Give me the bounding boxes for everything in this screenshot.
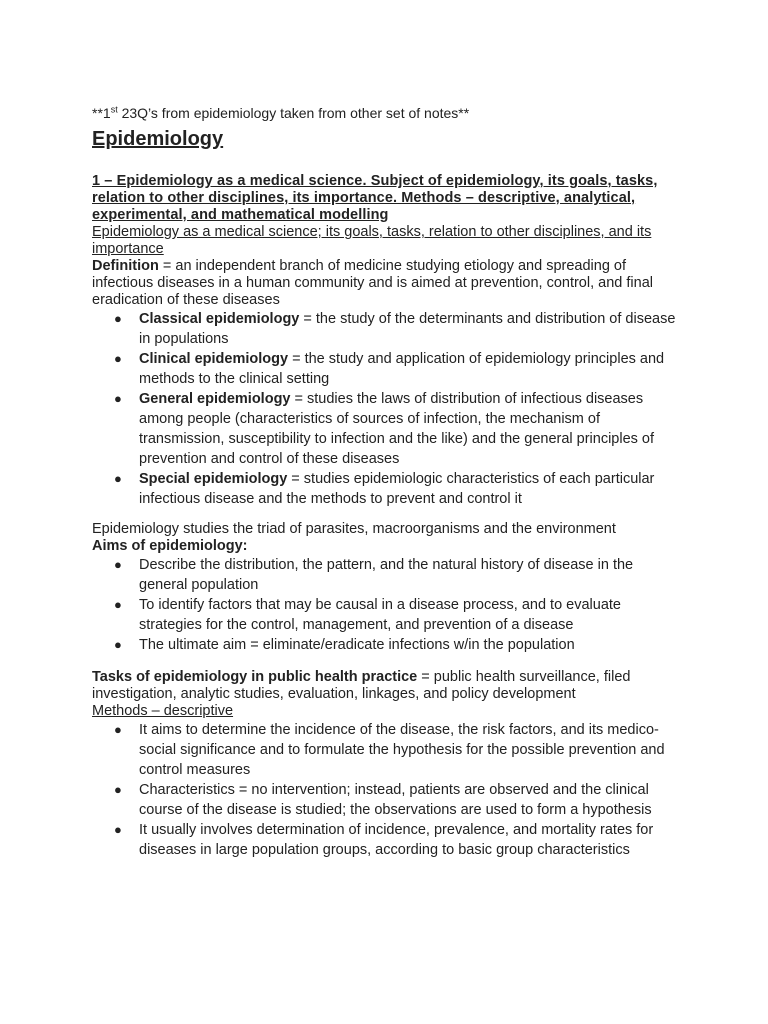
list-item: [92, 720, 678, 780]
bullet-icon: ●: [114, 822, 122, 837]
bullet-icon: ●: [114, 597, 122, 612]
type-text: = studies epidemiologic characteristics of each particular infectious disease and the methods to prevent and control it: [139, 471, 655, 507]
methods-heading: Methods – descriptive: [92, 703, 234, 719]
method-text: Characteristics = no intervention; instead, patients are observed and the clinical course of the disease is studied; the observations are used to form a hypothesis: [139, 782, 652, 818]
list-item: [92, 389, 678, 469]
aims-heading: [92, 538, 678, 555]
list-item: [92, 635, 678, 655]
tasks-text: = public health surveillance, filed investigation, analytic studies, evaluation, linkages, and policy development: [92, 669, 631, 702]
aim-text: The ultimate aim = eliminate/eradicate infections w/in the population: [139, 637, 575, 653]
bullet-icon: ●: [114, 471, 122, 486]
tasks-paragraph: [92, 669, 678, 703]
list-item: [92, 780, 678, 820]
bullet-icon: ●: [114, 722, 122, 737]
type-text: = studies the laws of distribution of infectious diseases among people (characteristics of sources of infection, the mechanism of transmission, susceptibility to infection and the like) and the general principles of prevention and control of these diseases: [139, 391, 655, 467]
list-item: [92, 595, 678, 635]
header-note-suffix: 23Q’s from epidemiology taken from other set of notes**: [117, 105, 470, 121]
definition-paragraph: [92, 258, 678, 309]
bullet-icon: ●: [114, 637, 122, 652]
aim-text: Describe the distribution, the pattern, and the natural history of disease in the general population: [139, 557, 634, 593]
type-term: General epidemiology: [139, 391, 291, 407]
type-text: = the study and application of epidemiology principles and methods to the clinical setting: [139, 351, 665, 387]
definition-term: Definition: [92, 258, 159, 274]
tasks-term: Tasks of epidemiology in public health practice: [92, 669, 418, 685]
list-item: [92, 349, 678, 389]
type-term: Clinical epidemiology: [139, 351, 289, 367]
type-term: Special epidemiology: [139, 471, 288, 487]
list-item: [92, 820, 678, 860]
document-content: [92, 104, 678, 860]
page-title: Epidemiology: [92, 128, 224, 150]
header-note: [92, 104, 678, 123]
method-text: It usually involves determination of incidence, prevalence, and mortality rates for diseases in large population groups, according to basic group characteristics: [139, 822, 654, 858]
bullet-icon: ●: [114, 311, 122, 326]
epidemiology-types-list: [92, 309, 678, 509]
aims-list: [92, 555, 678, 655]
bullet-icon: ●: [114, 391, 122, 406]
type-text: = the study of the determinants and distribution of disease in populations: [139, 311, 676, 347]
method-text: It aims to determine the incidence of the disease, the risk factors, and its medico-social significance and to formulate the hypothesis for the possible prevention and control measures: [139, 722, 665, 778]
bullet-icon: ●: [114, 557, 122, 572]
header-note-prefix: **1: [92, 105, 111, 121]
section-subheading: Epidemiology as a medical science; its goals, tasks, relation to other disciplines, and its importance: [92, 224, 652, 257]
type-term: Classical epidemiology: [139, 311, 300, 327]
list-item: [92, 309, 678, 349]
list-item: [92, 469, 678, 509]
bullet-icon: ●: [114, 351, 122, 366]
aim-text: To identify factors that may be causal in a disease process, and to evaluate strategies for the control, management, and prevention of a disease: [139, 597, 621, 633]
aims-heading-text: Aims of epidemiology:: [92, 538, 248, 554]
methods-list: [92, 720, 678, 860]
list-item: [92, 555, 678, 595]
bullet-icon: ●: [114, 782, 122, 797]
question-heading: 1 – Epidemiology as a medical science. Subject of epidemiology, its goals, tasks, relation to other disciplines, its importance. Methods – descriptive, analytical, experimental, and mathematical modelling: [92, 173, 658, 223]
definition-text: = an independent branch of medicine studying etiology and spreading of infectious diseases in a human community and is aimed at prevention, control, and final eradication of these diseases: [92, 258, 653, 308]
header-note-superscript: st: [110, 104, 118, 115]
triad-paragraph: Epidemiology studies the triad of parasites, macroorganisms and the environment: [92, 521, 616, 537]
